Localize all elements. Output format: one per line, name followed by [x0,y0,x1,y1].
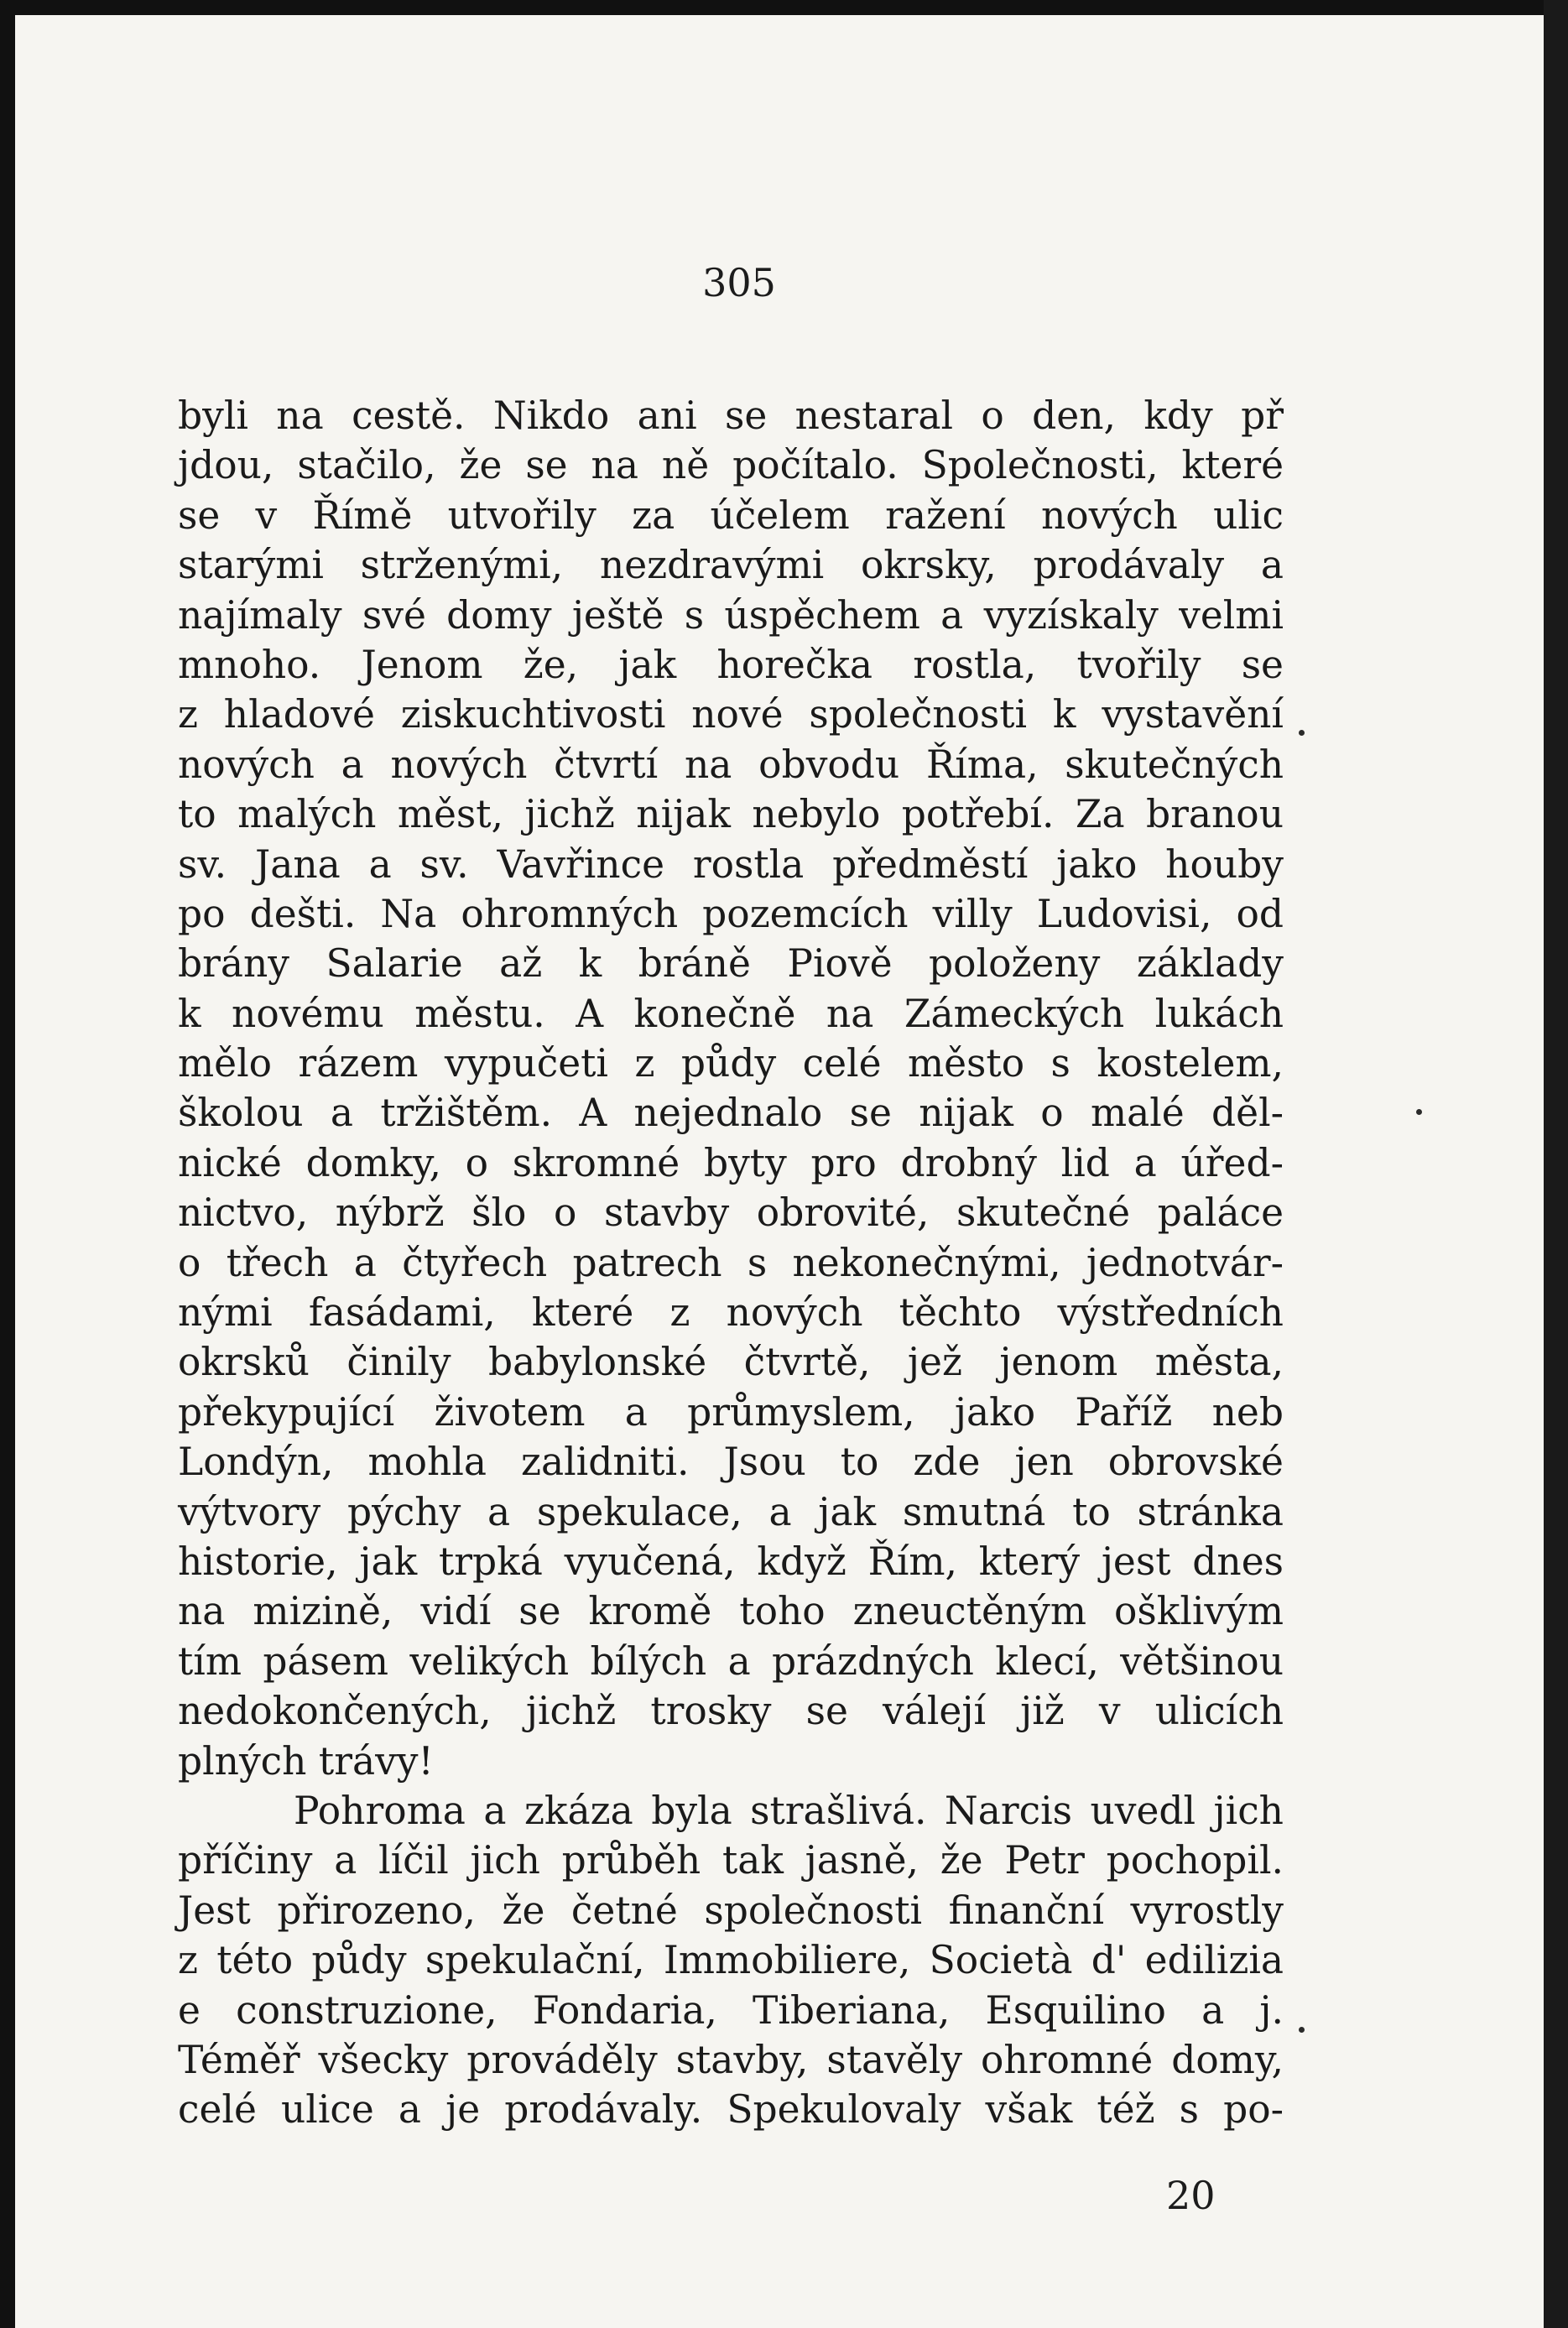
text-line: z hladové ziskuchtivosti nové společnosti k vystavění [178,692,1284,737]
book-page [15,15,1544,2328]
text-line: Londýn, mohla zalidniti. Jsou to zde jen obrovské [178,1440,1284,1485]
text-line: okrsků činily babylonské čtvrtě, jež jenom města, [178,1340,1284,1385]
scan-left-edge [0,0,15,2328]
text-line: historie, jak trpká vyučená, když Řím, který jest dnes [178,1539,1284,1584]
text-line: se v Římě utvořily za účelem ražení nových ulic [178,492,1284,538]
scan-top-edge [0,0,1568,15]
text-line-paragraph-start: Pohroma a zkáza byla strašlivá. Narcis uvedl jich [294,1788,1284,1833]
text-line: školou a tržištěm. A nejednalo se nijak o malé děl- [178,1091,1284,1136]
text-line: nedokončených, jichž trosky se válejí již v ulicích [178,1689,1284,1734]
text-line: brány Salarie až k bráně Piově položeny základy [178,941,1284,987]
text-line: sv. Jana a sv. Vavřince rostla předměstí jako houby [178,841,1284,887]
print-speck [1416,1109,1422,1115]
text-line: příčiny a líčil jich průběh tak jasně, že Petr pochopil. [178,1838,1284,1883]
text-line: nými fasádami, které z nových těchto výstředních [178,1290,1284,1336]
page-number: 305 [702,260,776,305]
text-line: nické domky, o skromné byty pro drobný lid a úřed- [178,1140,1284,1185]
text-line: Jest přirozeno, že četné společnosti finanční vyrostly [178,1888,1284,1933]
signature-mark: 20 [1166,2173,1216,2218]
text-line: jdou, stačilo, že se na ně počítalo. Společnosti, které [178,443,1284,488]
print-speck [1299,730,1305,736]
text-line: po dešti. Na ohromných pozemcích villy Ludovisi, od [178,891,1284,936]
text-line: výtvory pýchy a spekulace, a jak smutná to stránka [178,1489,1284,1534]
text-line: e construzione, Fondaria, Tiberiana, Esquilino a j. [178,1987,1284,2033]
text-line: překypující životem a průmyslem, jako Paříž neb [178,1389,1284,1435]
text-line: to malých měst, jichž nijak nebylo potřebí. Za branou [178,792,1284,837]
text-line: na mizině, vidí se kromě toho zneuctěným ošklivým [178,1589,1284,1634]
text-line: byli na cestě. Nikdo ani se nestaral o den, kdy př [178,393,1284,438]
text-line: tím pásem velikých bílých a prázdných klecí, většinou [178,1638,1284,1684]
scan-right-edge [1544,0,1568,2328]
text-line: o třech a čtyřech patrech s nekonečnými, jednotvár- [178,1240,1284,1285]
text-line: starými strženými, nezdravými okrsky, prodávaly a [178,543,1284,588]
text-line: k novému městu. A konečně na Zámeckých lukách [178,991,1284,1036]
text-line: najímaly své domy ještě s úspěchem a vyzískaly velmi [178,592,1284,638]
text-line: z této půdy spekulační, Immobiliere, Società d' edilizia [178,1938,1284,1983]
text-line: Téměř všecky prováděly stavby, stavěly ohromné domy, [178,2037,1284,2082]
text-line: nictvo, nýbrž šlo o stavby obrovité, skutečné paláce [178,1190,1284,1236]
text-line: celé ulice a je prodávaly. Spekulovaly však též s po- [178,2087,1284,2133]
text-line-paragraph-end: plných trávy! [178,1738,434,1784]
text-line: nových a nových čtvrtí na obvodu Říma, skutečných [178,742,1284,787]
print-speck [1299,2027,1305,2033]
text-line: mnoho. Jenom že, jak horečka rostla, tvořily se [178,642,1284,687]
text-line: mělo rázem vypučeti z půdy celé město s kostelem, [178,1041,1284,1086]
body-text [178,391,1284,2135]
